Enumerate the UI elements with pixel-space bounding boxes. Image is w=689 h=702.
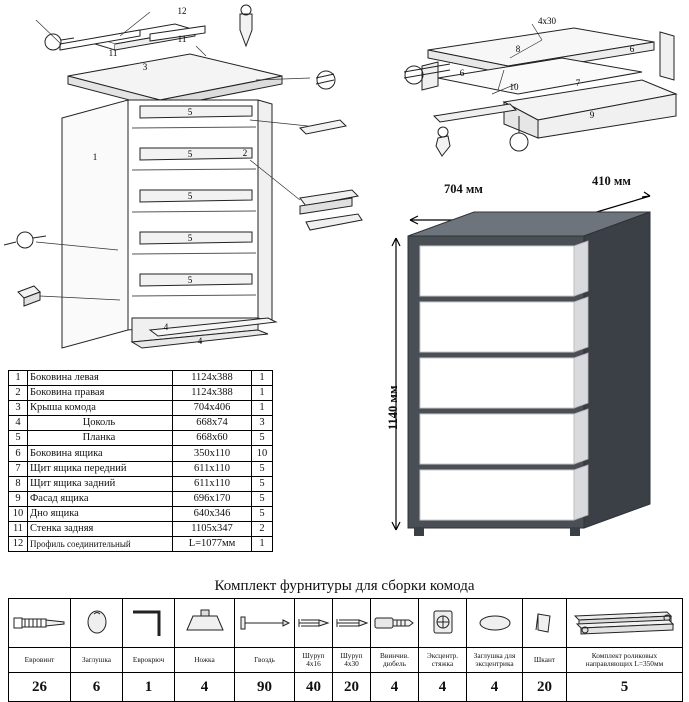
allen-key-icon — [123, 599, 175, 648]
svg-text:5: 5 — [187, 233, 193, 243]
fittings-table-element — [8, 598, 683, 702]
table-row — [9, 491, 273, 506]
svg-text:2: 2 — [242, 148, 248, 158]
fitting-name: Шуруп 4х16 — [295, 648, 333, 673]
part-dim: 1124х388 — [173, 371, 252, 386]
part-dim: 696х170 — [173, 491, 252, 506]
svg-text:4: 4 — [163, 322, 169, 332]
part-dim: 611х110 — [173, 461, 252, 476]
fitting-count: 20 — [333, 673, 371, 702]
cap-icon — [71, 599, 123, 648]
part-name: Щит ящика передний — [28, 461, 173, 476]
fitting-name: Еврокрюч — [123, 648, 175, 673]
nail-icon — [235, 599, 295, 648]
part-no: 6 — [9, 446, 28, 461]
svg-text:5: 5 — [187, 107, 193, 117]
svg-text:9: 9 — [589, 110, 595, 120]
table-row — [9, 416, 273, 431]
part-no: 8 — [9, 476, 28, 491]
table-row — [9, 461, 273, 476]
euroscrew-icon — [9, 599, 71, 648]
table-row — [9, 537, 273, 552]
part-name: Боковина левая — [28, 371, 173, 386]
slide-rail-icon — [567, 599, 683, 648]
part-name: Боковина правая — [28, 386, 173, 401]
part-dim: L=1077мм — [173, 537, 252, 552]
width-dimension-label: 704 мм — [444, 182, 483, 196]
exploded-dresser-diagram — [0, 0, 385, 360]
eccentric-cap-icon — [467, 599, 523, 648]
part-no: 4 — [9, 416, 28, 431]
fittings-table — [8, 598, 682, 702]
fitting-name: Шуруп 4х30 — [333, 648, 371, 673]
part-no: 10 — [9, 506, 28, 521]
svg-text:11: 11 — [177, 34, 187, 44]
leg-icon — [175, 599, 235, 648]
fitting-name: Комплект роликовых направляющих L=350мм — [567, 648, 683, 673]
screw-4x16-icon — [295, 599, 333, 648]
fitting-count: 5 — [567, 673, 683, 702]
screw-4x30-icon — [333, 599, 371, 648]
table-row — [9, 386, 273, 401]
part-name: Дно ящика — [28, 506, 173, 521]
parts-table-element — [8, 370, 273, 552]
part-no: 11 — [9, 521, 28, 536]
svg-text:8: 8 — [515, 44, 521, 54]
part-dim: 611х110 — [173, 476, 252, 491]
fitting-count: 4 — [371, 673, 419, 702]
fitting-name: Евровинт — [9, 648, 71, 673]
part-dim: 1105х347 — [173, 521, 252, 536]
fitting-name: Заглушка для эксцентрика — [467, 648, 523, 673]
fitting-count: 90 — [235, 673, 295, 702]
table-row — [9, 446, 273, 461]
part-name: Профиль соединительный — [28, 537, 173, 552]
svg-text:5: 5 — [187, 275, 193, 285]
table-row — [9, 431, 273, 446]
part-name: Щит ящика задний — [28, 476, 173, 491]
fitting-name: Шкант — [523, 648, 567, 673]
table-row — [9, 476, 273, 491]
part-name: Стенка задняя — [28, 521, 173, 536]
table-row — [9, 401, 273, 416]
part-qty: 1 — [252, 537, 273, 552]
part-name: Планка — [28, 431, 173, 446]
part-dim: 704х406 — [173, 401, 252, 416]
part-dim: 1124х388 — [173, 386, 252, 401]
part-qty: 10 — [252, 446, 273, 461]
part-no: 7 — [9, 461, 28, 476]
table-row — [9, 371, 273, 386]
table-row — [9, 506, 273, 521]
fitting-count: 26 — [9, 673, 71, 702]
part-qty: 5 — [252, 431, 273, 446]
fitting-count: 6 — [71, 673, 123, 702]
fitting-count: 4 — [419, 673, 467, 702]
fitting-count: 4 — [467, 673, 523, 702]
svg-text:3: 3 — [142, 62, 148, 72]
fitting-count: 1 — [123, 673, 175, 702]
eccentric-icon — [419, 599, 467, 648]
part-dim: 668х74 — [173, 416, 252, 431]
part-name: Фасад ящика — [28, 491, 173, 506]
part-no: 5 — [9, 431, 28, 446]
part-qty: 5 — [252, 461, 273, 476]
svg-text:7: 7 — [575, 78, 581, 88]
part-dim: 668х60 — [173, 431, 252, 446]
fitting-name: Гвоздь — [235, 648, 295, 673]
svg-text:10: 10 — [509, 82, 519, 92]
svg-text:6: 6 — [459, 68, 465, 78]
part-qty: 5 — [252, 476, 273, 491]
svg-text:12: 12 — [177, 6, 187, 16]
svg-text:5: 5 — [187, 191, 193, 201]
height-dimension-label: 1140 мм — [386, 385, 400, 430]
svg-text:11: 11 — [108, 48, 118, 58]
exploded-drawer-diagram — [392, 6, 689, 161]
part-dim: 640х346 — [173, 506, 252, 521]
svg-text:4: 4 — [197, 336, 203, 346]
svg-text:1: 1 — [92, 152, 98, 162]
fitting-name: Заглушка — [71, 648, 123, 673]
part-no: 9 — [9, 491, 28, 506]
svg-text:4х30: 4х30 — [538, 16, 556, 26]
part-no: 12 — [9, 537, 28, 552]
part-qty: 2 — [252, 521, 273, 536]
part-qty: 5 — [252, 506, 273, 521]
dowel-pin-icon — [523, 599, 567, 648]
fitting-count: 4 — [175, 673, 235, 702]
table-row — [9, 521, 273, 536]
part-qty: 5 — [252, 491, 273, 506]
fitting-count: 40 — [295, 673, 333, 702]
part-name: Боковина ящика — [28, 446, 173, 461]
depth-dimension-label: 410 мм — [592, 174, 631, 188]
part-no: 3 — [9, 401, 28, 416]
svg-text:6: 6 — [629, 44, 635, 54]
fitting-count: 20 — [523, 673, 567, 702]
svg-text:5: 5 — [187, 149, 193, 159]
fitting-name: Ввинчив. дюбель — [371, 648, 419, 673]
part-name: Цоколь — [28, 416, 173, 431]
part-no: 2 — [9, 386, 28, 401]
part-qty: 1 — [252, 371, 273, 386]
part-qty: 3 — [252, 416, 273, 431]
dresser-3d-view — [378, 170, 689, 560]
fitting-name: Эксцентр. стяжка — [419, 648, 467, 673]
part-qty: 1 — [252, 401, 273, 416]
part-qty: 1 — [252, 386, 273, 401]
part-name: Крыша комода — [28, 401, 173, 416]
fitting-name: Ножка — [175, 648, 235, 673]
dowel-icon — [371, 599, 419, 648]
fittings-title: Комплект фурнитуры для сборки комода — [214, 578, 475, 594]
parts-table — [8, 370, 276, 552]
part-dim: 350х110 — [173, 446, 252, 461]
part-no: 1 — [9, 371, 28, 386]
